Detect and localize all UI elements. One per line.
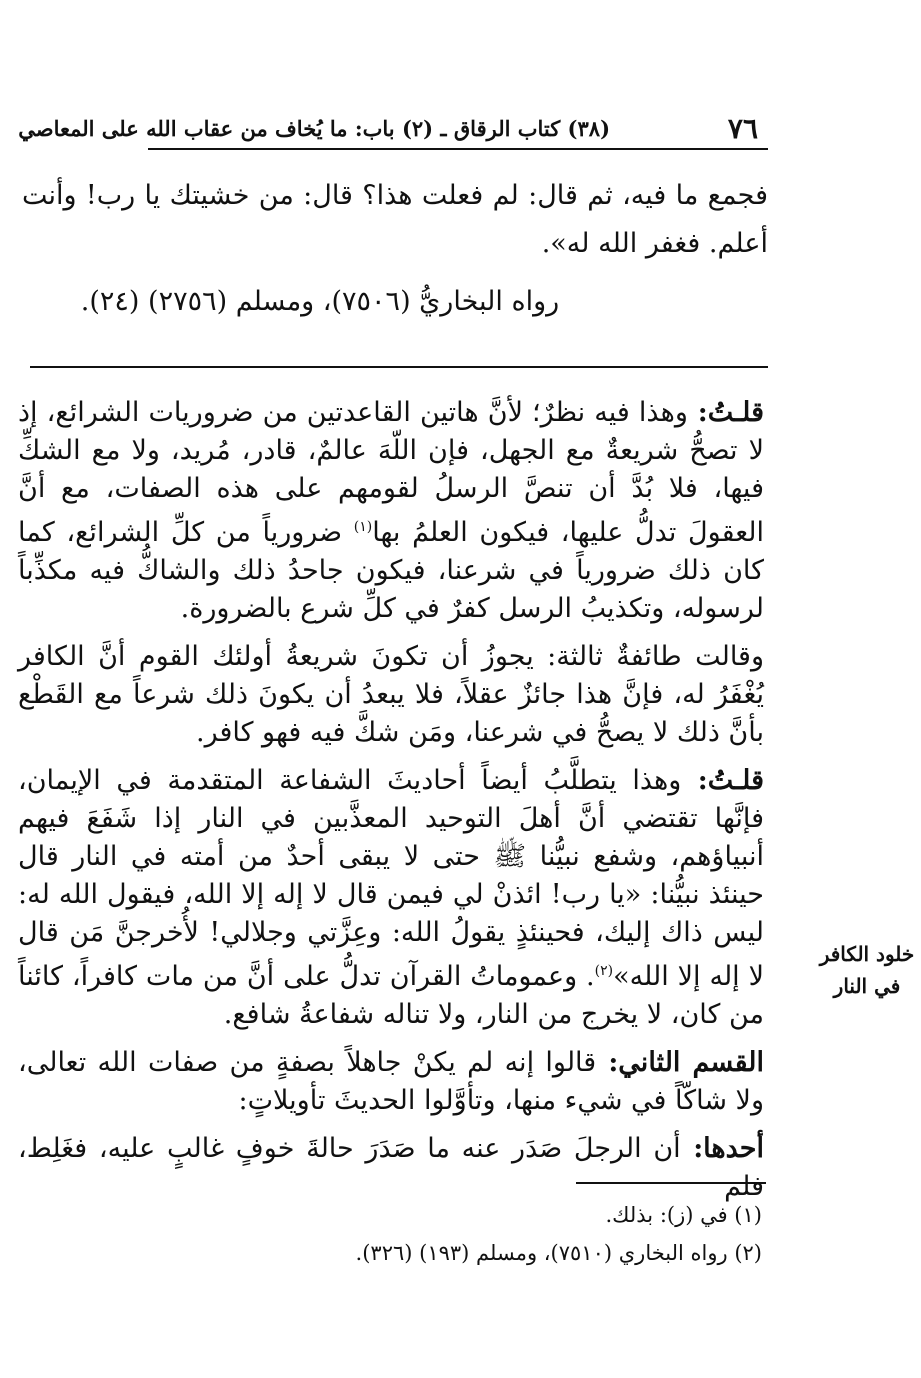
item-lead: أحدها: [680, 1133, 764, 1164]
commentary-body [18, 394, 764, 1216]
footnote-marker-1[interactable]: (١) [353, 519, 373, 535]
commentary-paragraph-4 [18, 1044, 764, 1120]
section-lead: القسم الثاني: [596, 1047, 764, 1078]
paragraph-text: وهذا يتطلَّبُ أيضاً أحاديثَ الشفاعة المتقدمة في الإيمان، فإنَّها تقتضي أنَّ أهلَ التوحيد المعذَّبين في النار إذا شَفَعَ فيهم أنبياؤهم، وشفع نبيُّنا ﷺ حتى لا يبقى أحدٌ من أمته في النار قال حينئذ نبيُّنا: «يا رب! ائذنْ لي فيمن قال لا إله إلا الله، فيقول الله له: ليس ذاك إليك، فحينئذٍ يقولُ الله: وعِزَّتي وجلالي! لأُخرجنَّ مَن قال لا إله إلا الله» [18, 765, 764, 992]
commentary-paragraph-1 [18, 394, 764, 628]
hadith-reference: رواه البخاريُّ (٧٥٠٦)، ومسلم (٢٧٥٦) (٢٤). [80, 286, 560, 317]
commentary-paragraph-5 [18, 1130, 764, 1206]
commentary-paragraph-3 [18, 762, 764, 1034]
page-number: ٧٦ [727, 112, 758, 145]
qult-lead: قلـتُ: [681, 765, 764, 796]
hadith-text: فجمع ما فيه، ثم قال: لم فعلت هذا؟ قال: من خشيتك يا رب! وأنت أعلم. فغفر الله له». [22, 180, 768, 259]
section-divider [30, 366, 768, 368]
paragraph-text-continued: ضرورياً من كلِّ الشرائع، كما كان ذلك ضرورياً في شرعنا، فيكون جاحدُ ذلك والشاكُّ فيه مكذِّباً لرسوله، وتكذيبُ الرسل كفرٌ في كلِّ شرع بالضرورة. [18, 517, 764, 624]
commentary-paragraph-2: وقالت طائفةٌ ثالثة: يجوزُ أن تكونَ شريعةُ أولئك القوم أنَّ الكافر يُغْفَرُ له، فإنَّ هذا جائزٌ عقلاً، فلا يبعدُ أن يكونَ ذلك شرعاً مع القَطْع بأنَّ ذلك لا يصحُّ في شرعنا، ومَن شكَّ فيه فهو كافر. [18, 641, 764, 748]
footnotes [100, 1196, 762, 1272]
running-title: (٣٨) كتاب الرقاق ـ (٢) باب: ما يُخاف من عقاب الله على المعاصي [18, 116, 610, 141]
paragraph-text-continued: . وعموماتُ القرآن تدلُّ على أنَّ من مات كافراً، كائناً من كان، لا يخرج من النار، ولا تناله شفاعةُ شافع. [18, 961, 764, 1030]
qult-lead: قلـتُ: [687, 397, 764, 428]
footnote-divider [576, 1182, 766, 1184]
page-header [18, 108, 768, 150]
paragraph-text: وهذا فيه نظرٌ؛ لأنَّ هاتين القاعدتين من ضروريات الشرائع، إذ لا تصحُّ شريعةٌ مع الجهل، فإن اللّهَ عالمٌ، قادر، مُريد، ولا مع الشكِّ فيها، فلا بُدَّ أن تنصَّ الرسلُ لقومهم على هذه الصفات، مع أنَّ العقولَ تدلُّ عليها، فيكون العلمُ بها [18, 397, 764, 548]
footnote-1: (١) في (ز): بذلك. [605, 1203, 762, 1227]
margin-note: خلود الكافر في النار [819, 942, 915, 998]
hadith-section [22, 172, 768, 336]
paragraph-text: أن الرجلَ صَدَر عنه ما صَدَرَ حالةَ خوفٍ غالبٍ عليه، فغَلِط، فلم [18, 1133, 764, 1202]
footnote-2: (٢) رواه البخاري (٧٥١٠)، ومسلم (١٩٣) (٣٢٦). [355, 1241, 762, 1265]
footnote-marker-2[interactable]: (٢) [594, 963, 614, 979]
paragraph-text: قالوا إنه لم يكنْ جاهلاً بصفةٍ من صفات الله تعالى، ولا شاكّاً في شيء منها، وتأوَّلوا الحديثَ تأويلاتٍ: [18, 1047, 764, 1116]
